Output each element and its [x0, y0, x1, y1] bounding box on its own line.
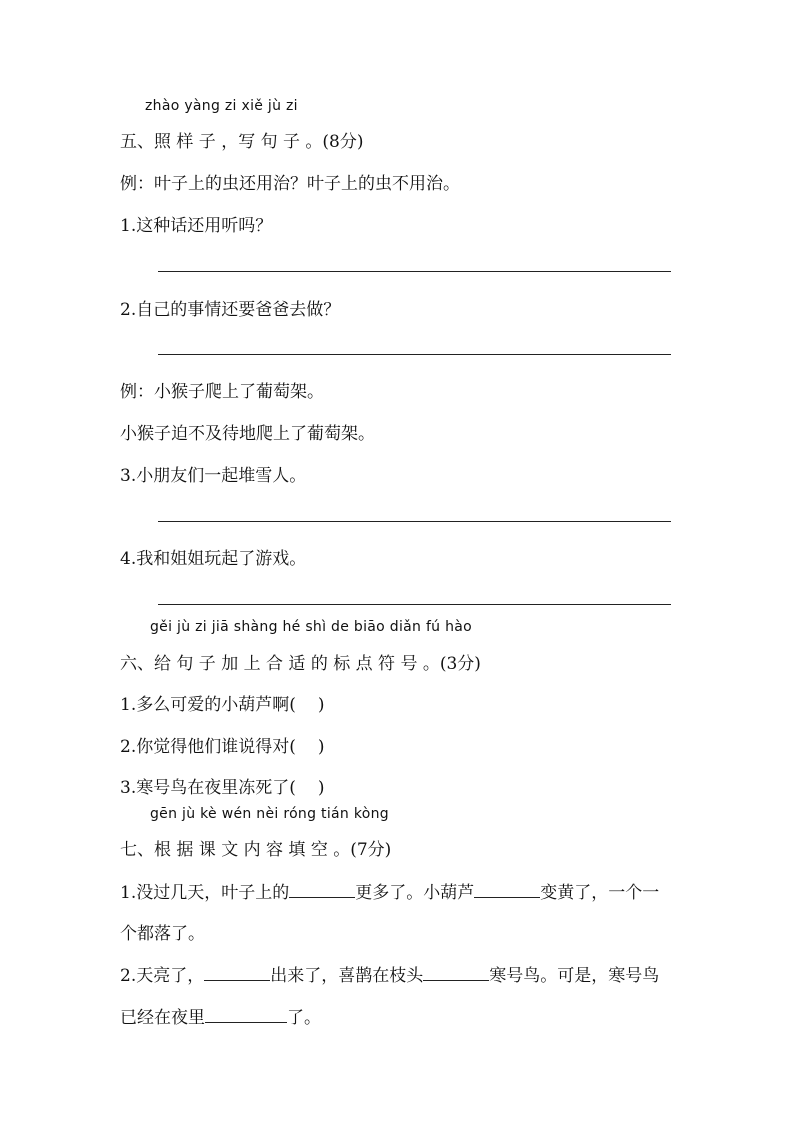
- s7-q1-part3: 变黄了，一个一: [540, 883, 660, 903]
- close-paren: ): [317, 695, 325, 715]
- section7-question-2-line2: [120, 1003, 321, 1028]
- section6-heading: 六、给 句 子 加 上 合 适 的 标 点 符 号 。(3分): [120, 654, 481, 674]
- section7-question-1-line1: [120, 878, 659, 903]
- section5-question-2: 2.自己的事情还要爸爸去做？: [120, 300, 341, 320]
- close-paren: ): [317, 737, 325, 757]
- section7-pinyin: gēn jù kè wén nèi róng tián kòng: [150, 806, 389, 822]
- section5-example2a: 例：小猴子爬上了葡萄架。: [120, 382, 324, 402]
- fill-blank-4[interactable]: [423, 966, 489, 981]
- section6-q2-text: 2.你觉得他们谁说得对(: [120, 737, 296, 757]
- section5-question-3: 3.小朋友们一起堆雪人。: [120, 466, 307, 486]
- section5-question-4: 4.我和姐姐玩起了游戏。: [120, 549, 307, 569]
- fill-blank-2[interactable]: [474, 883, 540, 898]
- section6-q1-text: 1.多么可爱的小葫芦啊(: [120, 695, 296, 715]
- section6-pinyin: gěi jù zi jiā shàng hé shì de biāo diǎn fú hào: [150, 619, 473, 635]
- section6-question-3: [120, 773, 325, 798]
- s7-q2-part3: 寒号鸟。可是，寒号鸟: [489, 966, 660, 986]
- fill-blank-3[interactable]: [204, 966, 270, 981]
- answer-line-q2[interactable]: [158, 354, 671, 355]
- fill-blank-5[interactable]: [205, 1008, 287, 1023]
- s7-q2-part1: 2.天亮了，: [120, 966, 205, 986]
- s7-q2-part5: 了。: [287, 1008, 321, 1028]
- s7-q2-part2: 出来了，喜鹊在枝头: [270, 966, 424, 986]
- section7-question-1-line2: 个都落了。: [120, 924, 205, 944]
- s7-q2-part4: 已经在夜里: [120, 1008, 205, 1028]
- section6-question-1: [120, 690, 325, 715]
- section5-pinyin: zhào yàng zi xiě jù zi: [145, 98, 298, 114]
- section7-heading: 七、根 据 课 文 内 容 填 空 。(7分): [120, 840, 392, 860]
- s7-q1-part1: 1.没过几天，叶子上的: [120, 883, 290, 903]
- close-paren: ): [317, 778, 325, 798]
- section6-q3-text: 3.寒号鸟在夜里冻死了(: [120, 778, 296, 798]
- answer-line-q3[interactable]: [158, 521, 671, 522]
- s7-q1-part2: 更多了。小葫芦: [355, 883, 475, 903]
- section5-question-1: 1.这种话还用听吗？: [120, 216, 273, 236]
- fill-blank-1[interactable]: [289, 883, 355, 898]
- section7-question-2-line1: [120, 961, 659, 986]
- answer-line-q1[interactable]: [158, 271, 671, 272]
- answer-line-q4[interactable]: [158, 604, 671, 605]
- section6-question-2: [120, 732, 325, 757]
- section5-example2b: 小猴子迫不及待地爬上了葡萄架。: [120, 424, 375, 444]
- section5-heading: 五、照 样 子 ，写 句 子 。(8分): [120, 132, 364, 152]
- section5-example1: 例：叶子上的虫还用治？叶子上的虫不用治。: [120, 174, 460, 194]
